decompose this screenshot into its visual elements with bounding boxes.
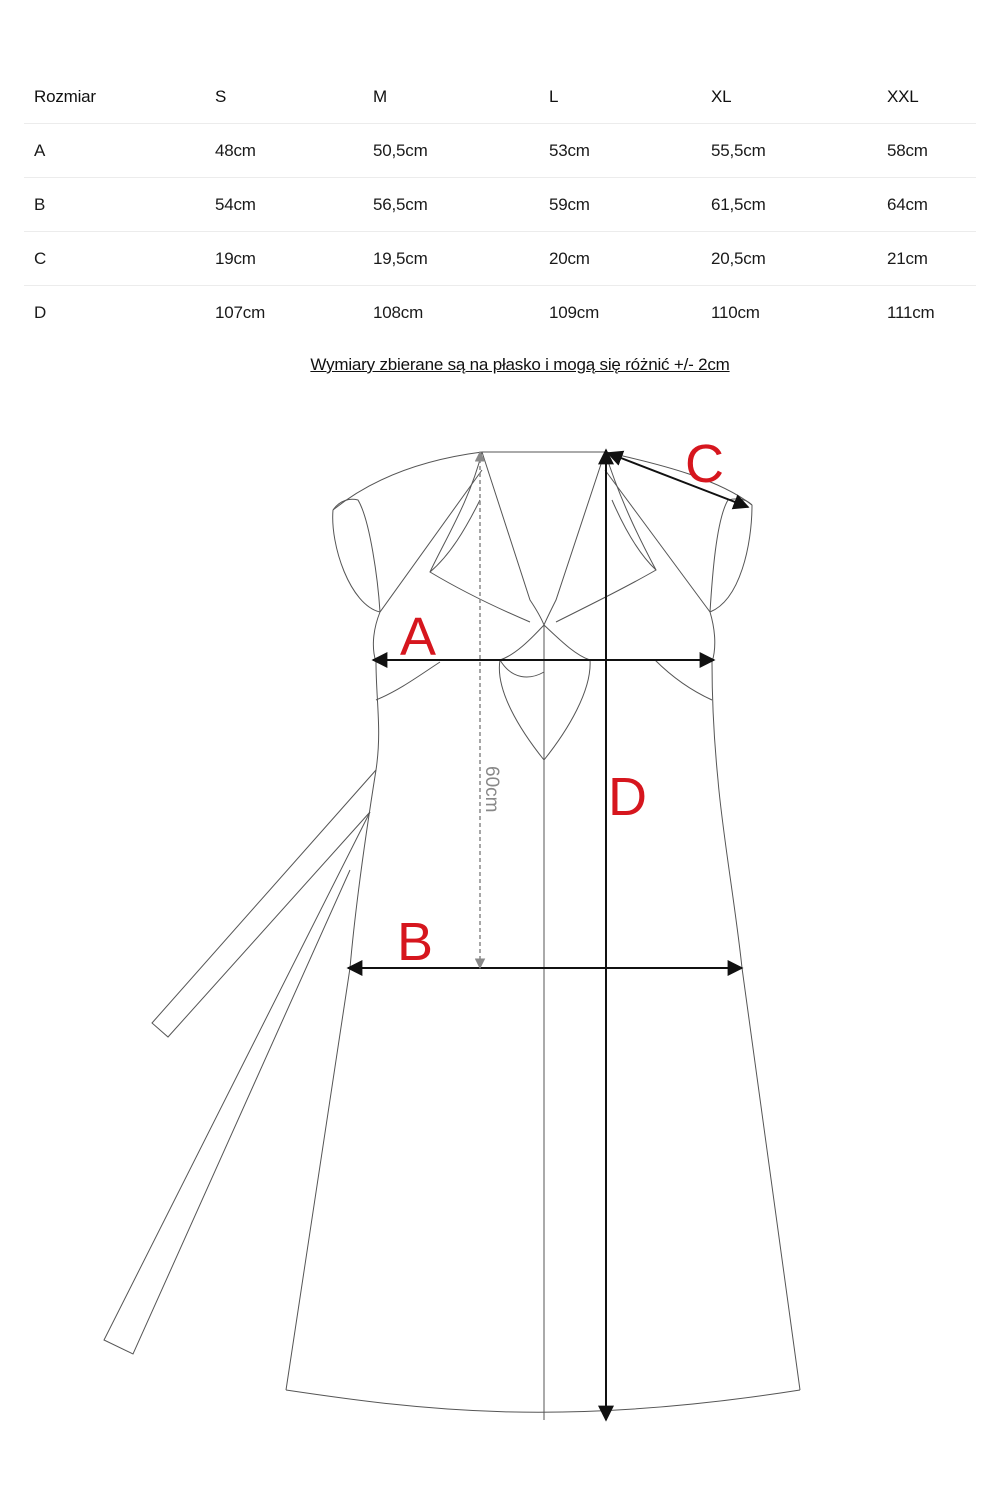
garment-sketch: [0, 420, 1000, 1480]
table-cell: 61,5cm: [711, 194, 766, 214]
table-cell: 53cm: [549, 140, 590, 160]
table-row: [24, 232, 976, 286]
header-m: M: [373, 86, 387, 106]
label-a: A: [400, 607, 437, 667]
table-cell: 20,5cm: [711, 248, 766, 268]
table-cell: 55,5cm: [711, 140, 766, 160]
table-cell: 48cm: [215, 140, 256, 160]
row-label: D: [34, 302, 47, 322]
size-table-header-row: [24, 70, 976, 124]
table-row: [24, 124, 976, 178]
table-cell: 59cm: [549, 194, 590, 214]
arrow-c: [608, 453, 748, 507]
table-cell: 108cm: [373, 302, 424, 322]
table-cell: 109cm: [549, 302, 600, 322]
table-cell: 54cm: [215, 194, 256, 214]
table-cell: 56,5cm: [373, 194, 428, 214]
table-row: [24, 178, 976, 232]
table-cell: 64cm: [887, 194, 928, 214]
dress-outline: [104, 452, 800, 1420]
table-cell: 110cm: [711, 302, 760, 322]
table-cell: 107cm: [215, 302, 266, 322]
table-row: [24, 286, 976, 339]
label-length: 60cm: [481, 766, 502, 813]
row-label: B: [34, 194, 46, 214]
header-l: L: [549, 86, 559, 106]
row-label: C: [34, 248, 47, 268]
table-cell: 50,5cm: [373, 140, 428, 160]
header-xxl: XXL: [887, 86, 919, 106]
label-b: B: [397, 912, 434, 972]
table-cell: 111cm: [887, 302, 935, 322]
header-xl: XL: [711, 86, 732, 106]
table-cell: 19cm: [215, 248, 256, 268]
label-c: C: [685, 434, 724, 494]
table-cell: 21cm: [887, 248, 928, 268]
size-table: [24, 70, 976, 339]
header-size: Rozmiar: [34, 86, 96, 106]
row-label: A: [34, 140, 46, 160]
table-cell: 19,5cm: [373, 248, 428, 268]
label-d: D: [608, 767, 647, 827]
header-s: S: [215, 86, 227, 106]
table-cell: 58cm: [887, 140, 928, 160]
measurement-note: Wymiary zbierane są na płasko i mogą się różnić +/- 2cm: [310, 355, 730, 374]
table-cell: 20cm: [549, 248, 590, 268]
